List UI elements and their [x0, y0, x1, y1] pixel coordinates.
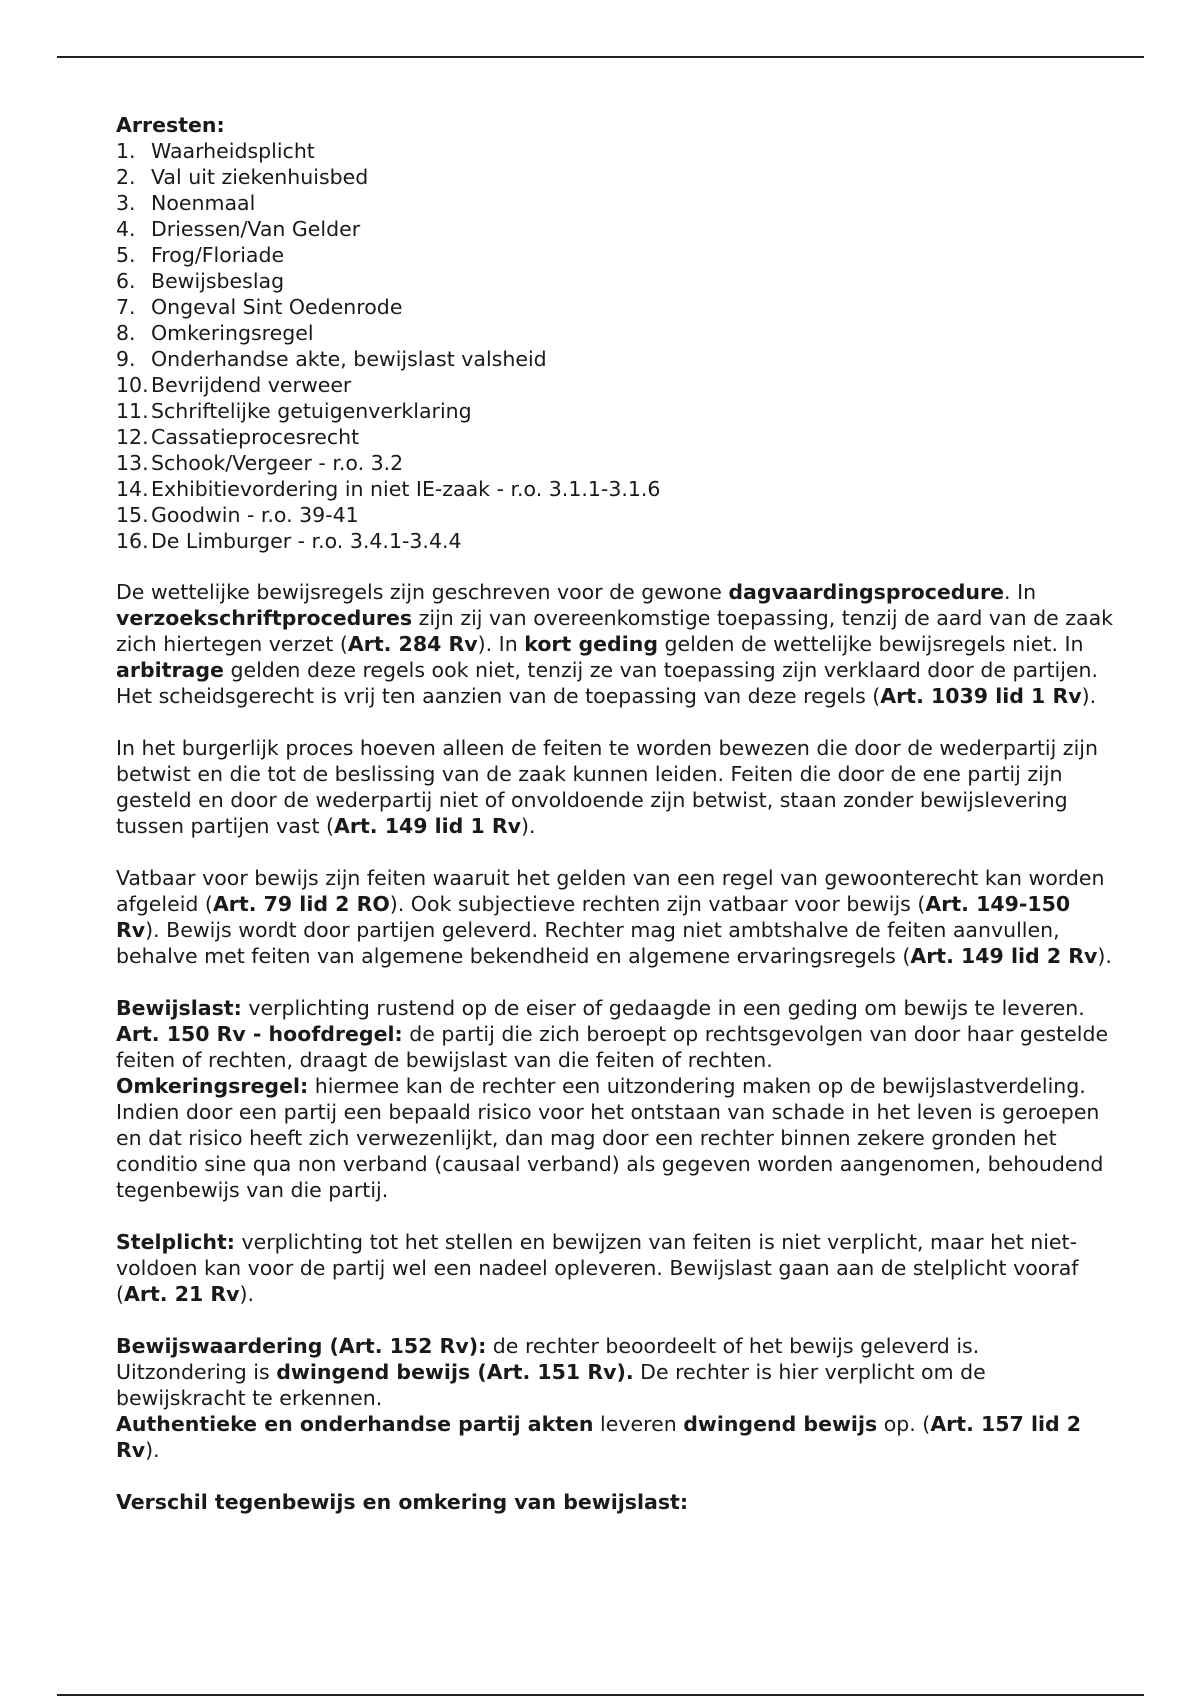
- list-item: [116, 528, 1116, 554]
- list-item-number: 6.: [116, 269, 136, 293]
- list-item: [116, 424, 1116, 450]
- text-run: de rechter beoordeelt of het bewijs geleverd is. Uitzondering is: [116, 1334, 980, 1384]
- list-item-number: 9.: [116, 347, 136, 371]
- list-item-text: Omkeringsregel: [151, 321, 314, 345]
- bold-text-run: Bewijswaardering (Art. 152 Rv):: [116, 1334, 487, 1358]
- list-item-text: Noenmaal: [151, 191, 256, 215]
- paragraph-burgerlijk-proces: [116, 735, 1116, 839]
- list-item-text: Ongeval Sint Oedenrode: [151, 295, 403, 319]
- text-run: ). Ook subjectieve rechten zijn vatbaar voor bewijs (: [389, 892, 926, 916]
- bold-text-run: arbitrage: [116, 658, 224, 682]
- bold-text-run: verzoekschriftprocedures: [116, 606, 413, 630]
- list-item: [116, 476, 1116, 502]
- text-run: In het burgerlijk proces hoeven alleen de feiten te worden bewezen die door de wederpartij zijn betwist en die tot de beslissing van de zaak kunnen leiden. Feiten die door de ene partij zijn gesteld en door de wederpartij niet of onvoldoende zijn betwist, staan zonder bewijslevering tussen partijen vast (: [116, 736, 1098, 838]
- list-item: [116, 216, 1116, 242]
- arresten-heading: Arresten:: [116, 113, 225, 137]
- list-item-number: 14.: [116, 477, 149, 501]
- text-run: ).: [1097, 944, 1112, 968]
- text-run: ). In: [477, 632, 525, 656]
- list-item: [116, 242, 1116, 268]
- list-item: [116, 372, 1116, 398]
- list-item-number: 2.: [116, 165, 136, 189]
- bold-text-run: Art. 79 lid 2 RO: [212, 892, 390, 916]
- bold-text-run: Art. 284 Rv: [347, 632, 478, 656]
- list-item-number: 12.: [116, 425, 149, 449]
- text-run: De rechter is hier verplicht om de bewijskracht te erkennen.: [116, 1360, 986, 1410]
- bold-text-run: Art. 157 lid 2 Rv: [116, 1412, 1082, 1462]
- text-run: . In: [1004, 580, 1037, 604]
- list-item-number: 16.: [116, 529, 149, 553]
- bold-text-run: dagvaardingsprocedure: [728, 580, 1005, 604]
- paragraph-authentieke-akten: [116, 1411, 1116, 1463]
- list-item: [116, 502, 1116, 528]
- list-item-text: Frog/Floriade: [151, 243, 285, 267]
- list-item-number: 3.: [116, 191, 136, 215]
- list-item-number: 1.: [116, 139, 136, 163]
- list-item-text: Schook/Vergeer - r.o. 3.2: [151, 451, 404, 475]
- bold-text-run: Art. 150 Rv - hoofdregel:: [116, 1022, 403, 1046]
- list-item-text: Driessen/Van Gelder: [151, 217, 361, 241]
- text-run: ).: [1081, 684, 1097, 708]
- bold-text-run: kort geding: [524, 632, 658, 656]
- footer-rule: [57, 1694, 1144, 1696]
- text-run: verplichting rustend op de eiser of gedaagde in een geding om bewijs te leveren.: [241, 996, 1085, 1020]
- list-item-number: 10.: [116, 373, 149, 397]
- closing-heading: Verschil tegenbewijs en omkering van bewijslast:: [116, 1490, 689, 1514]
- text-run: De wettelijke bewijsregels zijn geschreven voor de gewone: [116, 580, 729, 604]
- list-item: [116, 138, 1116, 164]
- bold-text-run: Art. 1039 lid 1 Rv: [880, 684, 1082, 708]
- text-run: de partij die zich beroept op rechtsgevolgen van door haar gestelde feiten of rechten, draagt de bewijslast van die feiten of rechten.: [116, 1022, 1109, 1072]
- list-item-text: Exhibitievordering in niet IE-zaak - r.o. 3.1.1-3.1.6: [151, 477, 661, 501]
- list-item: [116, 164, 1116, 190]
- text-run: gelden deze regels ook niet, tenzij ze van toepassing zijn verklaard door de partijen. Het scheidsgerecht is vrij ten aanzien van de toepassing van deze regels (: [116, 658, 1099, 708]
- text-run: Vatbaar voor bewijs zijn feiten waaruit het gelden van een regel van gewoonterecht kan worden afgeleid (: [116, 866, 1105, 916]
- text-run: gelden de wettelijke bewijsregels niet. In: [658, 632, 1084, 656]
- list-item-text: De Limburger - r.o. 3.4.1-3.4.4: [151, 529, 462, 553]
- list-item-number: 4.: [116, 217, 136, 241]
- bold-text-run: dwingend bewijs: [683, 1412, 878, 1436]
- list-item: [116, 190, 1116, 216]
- text-run: ).: [145, 1438, 160, 1462]
- list-item-number: 5.: [116, 243, 136, 267]
- text-run: zijn zij van overeenkomstige toepassing, tenzij de aard van de zaak zich hiertegen verzet (: [116, 606, 1114, 656]
- text-run: ).: [521, 814, 536, 838]
- list-item-text: Waarheidsplicht: [151, 139, 315, 163]
- arresten-list: [116, 138, 1116, 554]
- paragraph-wettelijke-bewijsregels: [116, 579, 1116, 709]
- list-item: [116, 398, 1116, 424]
- bold-text-run: dwingend bewijs (Art. 151 Rv).: [276, 1360, 634, 1384]
- list-item-text: Cassatieprocesrecht: [151, 425, 360, 449]
- list-item-text: Schriftelijke getuigenverklaring: [151, 399, 472, 423]
- list-item-text: Onderhandse akte, bewijslast valsheid: [151, 347, 547, 371]
- text-run: ).: [239, 1282, 255, 1306]
- bold-text-run: Art. 21 Rv: [124, 1282, 240, 1306]
- list-item-text: Bewijsbeslag: [151, 269, 285, 293]
- list-item-text: Goodwin - r.o. 39-41: [151, 503, 359, 527]
- text-run: hiermee kan de rechter een uitzondering maken op de bewijslastverdeling. Indien door een partij een bepaald risico voor het ontstaan van schade in het leven is geroepen en dat risico heeft zich verwezenlijkt, dan mag door een rechter binnen zekere gronden het conditio sine qua non verband (causaal verband) als gegeven worden aangenomen, behoudend tegenbewijs van die partij.: [116, 1074, 1104, 1202]
- bold-text-run: Omkeringsregel:: [116, 1074, 309, 1098]
- text-run: verplichting tot het stellen en bewijzen van feiten is niet verplicht, maar het niet-voldoen kan voor de partij wel een nadeel opleveren. Bewijslast gaan aan de stelplicht vooraf (: [116, 1230, 1079, 1306]
- paragraph-omkeringsregel: [116, 1073, 1116, 1203]
- list-item-number: 8.: [116, 321, 136, 345]
- text-run: ). Bewijs wordt door partijen geleverd. Rechter mag niet ambtshalve de feiten aanvullen, behalve met feiten van algemene bekendheid en algemene ervaringsregels (: [116, 918, 1060, 968]
- paragraph-bewijswaardering: [116, 1333, 1116, 1411]
- document-body: [116, 112, 1116, 1515]
- list-item-text: Bevrijdend verweer: [151, 373, 352, 397]
- bold-text-run: Art. 149 lid 2 Rv: [910, 944, 1098, 968]
- bold-text-run: Art. 149-150 Rv: [116, 892, 1071, 942]
- list-item: [116, 294, 1116, 320]
- bold-text-run: Bewijslast:: [116, 996, 242, 1020]
- list-item-number: 7.: [116, 295, 136, 319]
- bold-text-run: Stelplicht:: [116, 1230, 235, 1254]
- list-item: [116, 320, 1116, 346]
- list-item-text: Val uit ziekenhuisbed: [151, 165, 369, 189]
- list-item: [116, 346, 1116, 372]
- list-item: [116, 268, 1116, 294]
- paragraph-stelplicht: [116, 1229, 1116, 1307]
- list-item-number: 15.: [116, 503, 149, 527]
- header-rule: [57, 56, 1144, 58]
- paragraph-vatbaar-voor-bewijs: [116, 865, 1116, 969]
- list-item: [116, 450, 1116, 476]
- paragraph-bewijslast: [116, 995, 1116, 1073]
- list-item-number: 11.: [116, 399, 149, 423]
- bold-text-run: Authentieke en onderhandse partij akten: [116, 1412, 594, 1436]
- text-run: op. (: [877, 1412, 931, 1436]
- text-run: leveren: [593, 1412, 684, 1436]
- list-item-number: 13.: [116, 451, 149, 475]
- bold-text-run: Art. 149 lid 1 Rv: [334, 814, 522, 838]
